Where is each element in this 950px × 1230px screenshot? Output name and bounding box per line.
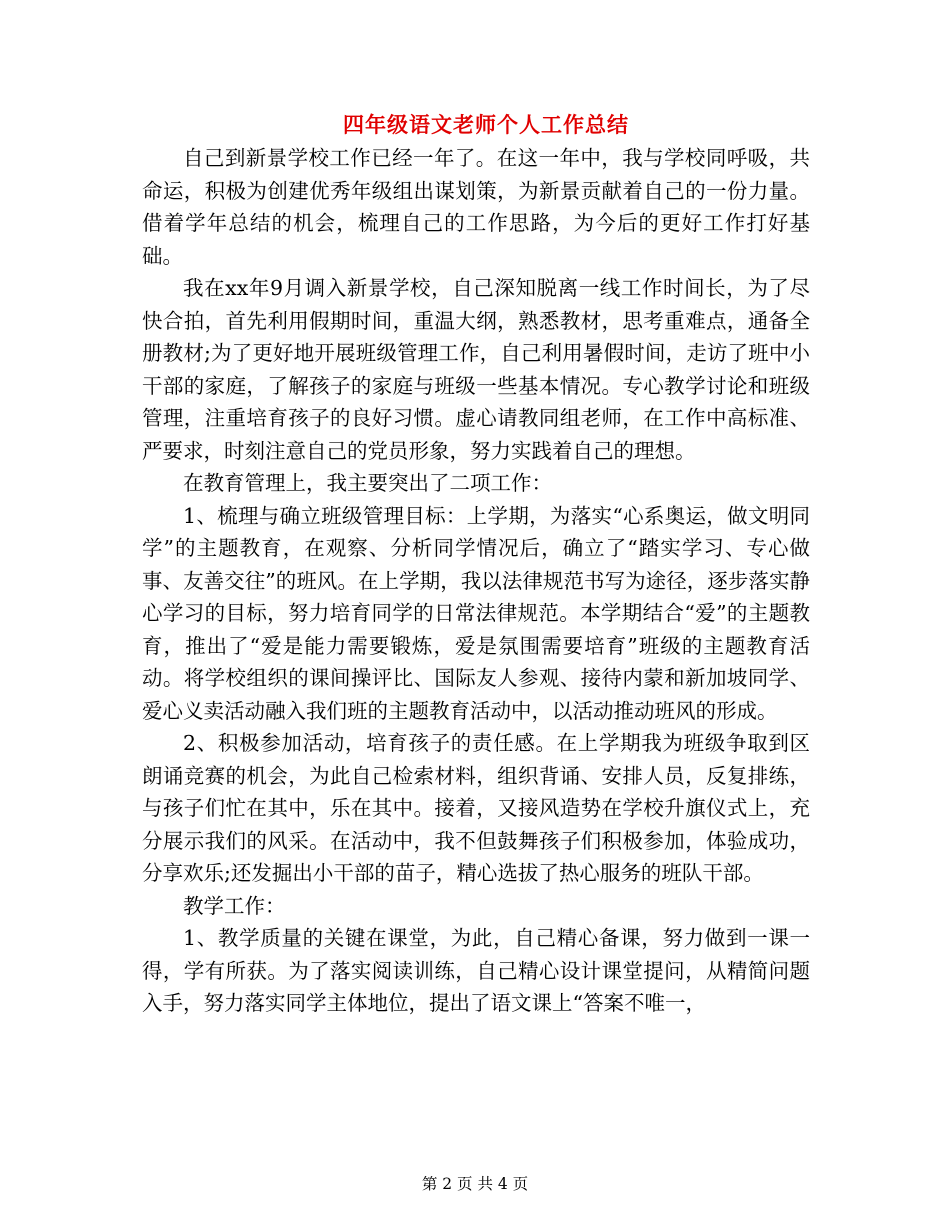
paragraph: 1、教学质量的关键在课堂，为此，自己精心备课，努力做到一课一得，学有所获。为了落实阅读训练，自己精心设计课堂提问，从精简问题入手，努力落实同学主体地位，提出了语文课上“答案不唯一，: [142, 926, 810, 1015]
document-body: [142, 142, 810, 1020]
paragraph: 在教育管理上，我主要突出了二项工作：: [183, 471, 552, 495]
paragraph: 1、梳理与确立班级管理目标：上学期，为落实“心系奥运，做文明同学”的主题教育，在观察、分析同学情况后，确立了“踏实学习、专心做事、友善交往”的班风。在上学期，我以法律规范书写为途径，逐步落实静心学习的目标，努力培育同学的日常法律规范。本学期结合“爱”的主题教育，推出了“爱是能力需要锻炼，爱是氛围需要培育”班级的主题教育活动。将学校组织的课间操评比、国际友人参观、接待内蒙和新加坡同学、爱心义卖活动融入我们班的主题教育活动中，以活动推动班风的形成。: [142, 503, 810, 723]
page-number-footer: 第 2 页 共 4 页: [421, 1175, 529, 1193]
paragraph: 自己到新景学校工作已经一年了。在这一年中，我与学校同呼吸，共命运，积极为创建优秀年级组出谋划策，为新景贡献着自己的一份力量。借着学年总结的机会，梳理自己的工作思路，为今后的更好工作打好基础。: [142, 146, 810, 268]
paragraph: 我在xx年9月调入新景学校，自己深知脱离一线工作时间长，为了尽快合拍，首先利用假期时间，重温大纲，熟悉教材，思考重难点，通备全册教材;为了更好地开展班级管理工作，自己利用暑假时间，走访了班中小干部的家庭，了解孩子的家庭与班级一些基本情况。专心教学讨论和班级管理，注重培育孩子的良好习惯。虚心请教同组老师，在工作中高标准、严要求，时刻注意自己的党员形象，努力实践着自己的理想。: [142, 276, 810, 463]
paragraph: 2、积极参加活动，培育孩子的责任感。在上学期我为班级争取到区朗诵竞赛的机会，为此自己检索材料，组织背诵、安排人员，反复排练，与孩子们忙在其中，乐在其中。接着，又接风造势在学校升旗仪式上，充分展示我们的风采。在活动中，我不但鼓舞孩子们积极参加，体验成功，分享欢乐;还发掘出小干部的苗子，精心选拔了热心服务的班队干部。: [142, 731, 810, 885]
paragraph: 教学工作：: [183, 893, 286, 918]
document-title: 四年级语文老师个人工作总结: [343, 113, 629, 137]
